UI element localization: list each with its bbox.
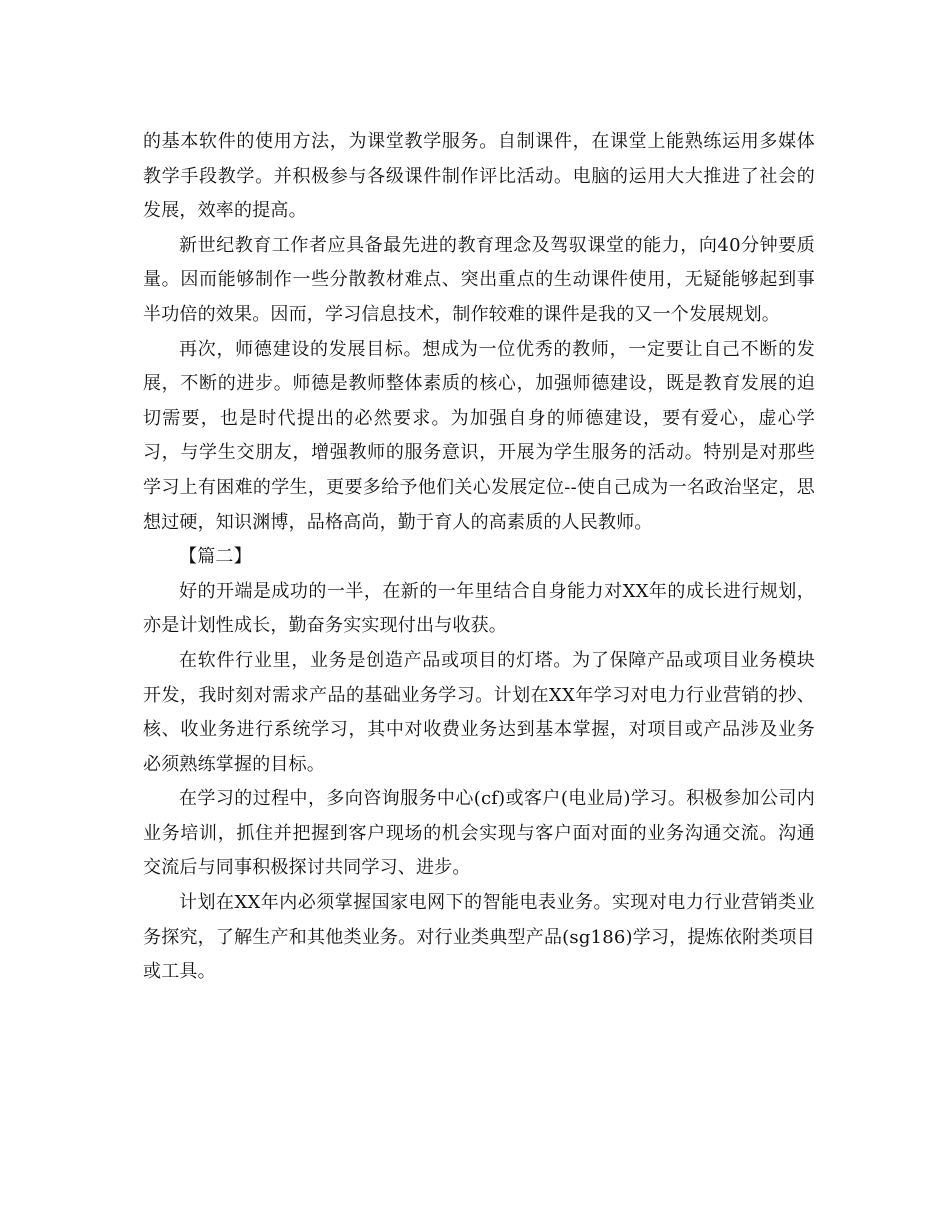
paragraph-7: 在学习的过程中，多向咨询服务中心(cf)或客户(电业局)学习。积极参加公司内业务培训，抓住并把握到客户现场的机会实现与客户面对面的业务沟通交流。沟通交流后与同事积极探讨共同学习、进步。 — [143, 788, 815, 879]
section-heading: 【篇二】 — [179, 546, 252, 568]
paragraph-5: 好的开端是成功的一半，在新的一年里结合自身能力对XX年的成长进行规划，亦是计划性成长，勤奋务实实现付出与收获。 — [143, 580, 815, 637]
paragraph-6: 在软件行业里，业务是创造产品或项目的灯塔。为了保障产品或项目业务模块开发，我时刻对需求产品的基础业务学习。计划在XX年学习对电力行业营销的抄、核、收业务进行系统学习，其中对收费业务达到基本掌握，对项目或产品涉及业务必须熟练掌握的目标。 — [143, 649, 815, 775]
document-body — [143, 125, 815, 990]
paragraph-8: 计划在XX年内必须掌握国家电网下的智能电表业务。实现对电力行业营销类业务探究，了解生产和其他类业务。对行业类典型产品(sg186)学习，提炼依附类项目或工具。 — [143, 892, 815, 983]
paragraph-2: 新世纪教育工作者应具备最先进的教育理念及驾驭课堂的能力，向40分钟要质量。因而能够制作一些分散教材难点、突出重点的生动课件使用，无疑能够起到事半功倍的效果。因而，学习信息技术，制作较难的课件是我的又一个发展规划。 — [143, 234, 815, 325]
paragraph-1: 的基本软件的使用方法，为课堂教学服务。自制课件，在课堂上能熟练运用多媒体教学手段教学。并积极参与各级课件制作评比活动。电脑的运用大大推进了社会的发展，效率的提高。 — [143, 131, 815, 222]
paragraph-3: 再次，师德建设的发展目标。想成为一位优秀的教师，一定要让自己不断的发展，不断的进步。师德是教师整体素质的核心，加强师德建设，既是教育发展的迫切需要，也是时代提出的必然要求。为加强自身的师德建设，要有爱心，虚心学习，与学生交朋友，增强教师的服务意识，开展为学生服务的活动。特别是对那些学习上有困难的学生，更要多给予他们关心发展定位--使自己成为一名政治坚定，思想过硬，知识渊博，品格高尚，勤于育人的高素质的人民教师。 — [143, 338, 815, 533]
